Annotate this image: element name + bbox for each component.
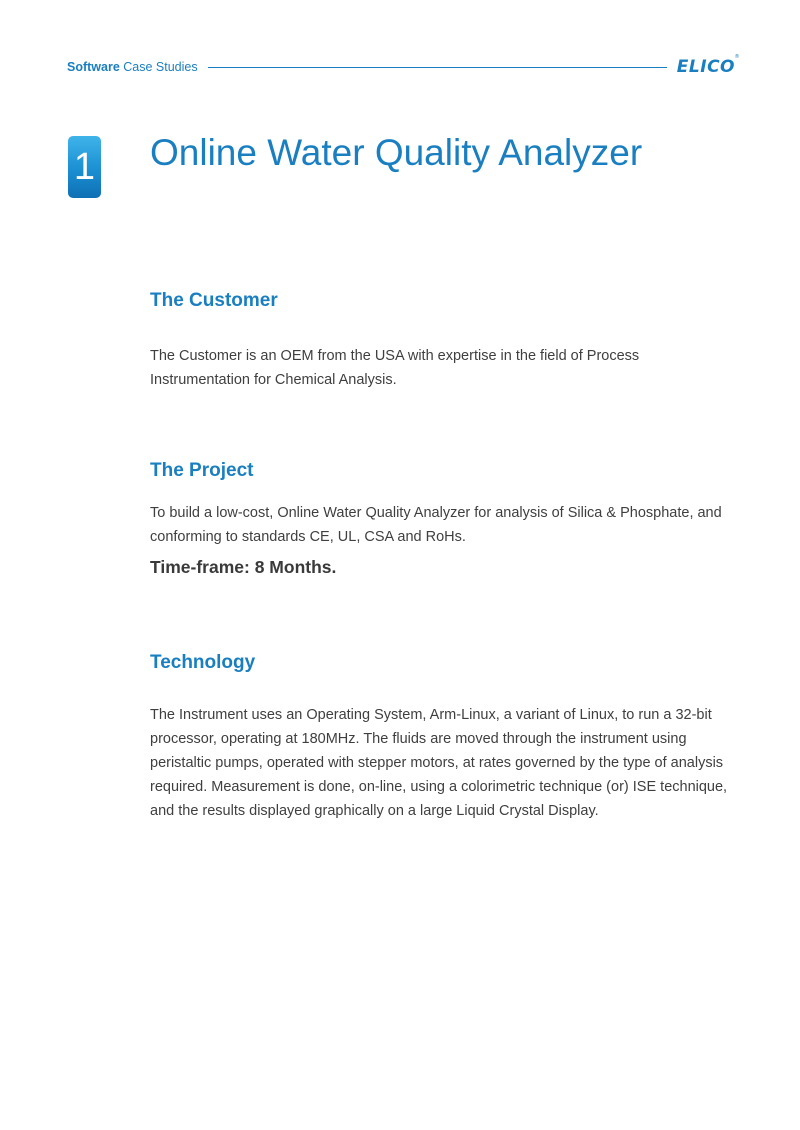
header-brand-rest: Case Studies	[119, 60, 198, 74]
technology-body: The Instrument uses an Operating System, Arm-Linux, a variant of Linux, to run a 32-bit processor, operating at 180MHz. The fluids are moved through the instrument using peristaltic pumps, operated with stepper motors, at rates governed by the type of analysis required. Measurement is done, on-line, using a colorimetric technique (or) ISE technique, and the results displayed graphically on a large Liquid Crystal Display.	[150, 707, 728, 819]
project-timeframe: Time-frame: 8 Months.	[150, 557, 337, 577]
project-heading: The Project	[150, 460, 254, 481]
technology-heading: Technology	[150, 652, 256, 673]
project-body: To build a low-cost, Online Water Quality Analyzer for analysis of Silica & Phosphate, and conforming to standards CE, UL, CSA and RoHs.	[150, 505, 722, 545]
elico-logo	[676, 54, 740, 77]
customer-heading: The Customer	[150, 290, 278, 311]
registered-mark: ®	[734, 54, 740, 60]
header-label	[67, 60, 208, 74]
customer-body: The Customer is an OEM from the USA with expertise in the field of Process Instrumentation for Chemical Analysis.	[150, 348, 640, 388]
header-brand-bold: Software	[67, 60, 120, 74]
logo-text: ELICO	[676, 57, 735, 77]
page-header	[67, 54, 740, 78]
case-number-badge: 1	[68, 136, 101, 198]
page-title: Online Water Quality Analyzer	[150, 132, 643, 173]
header-divider	[208, 67, 667, 68]
